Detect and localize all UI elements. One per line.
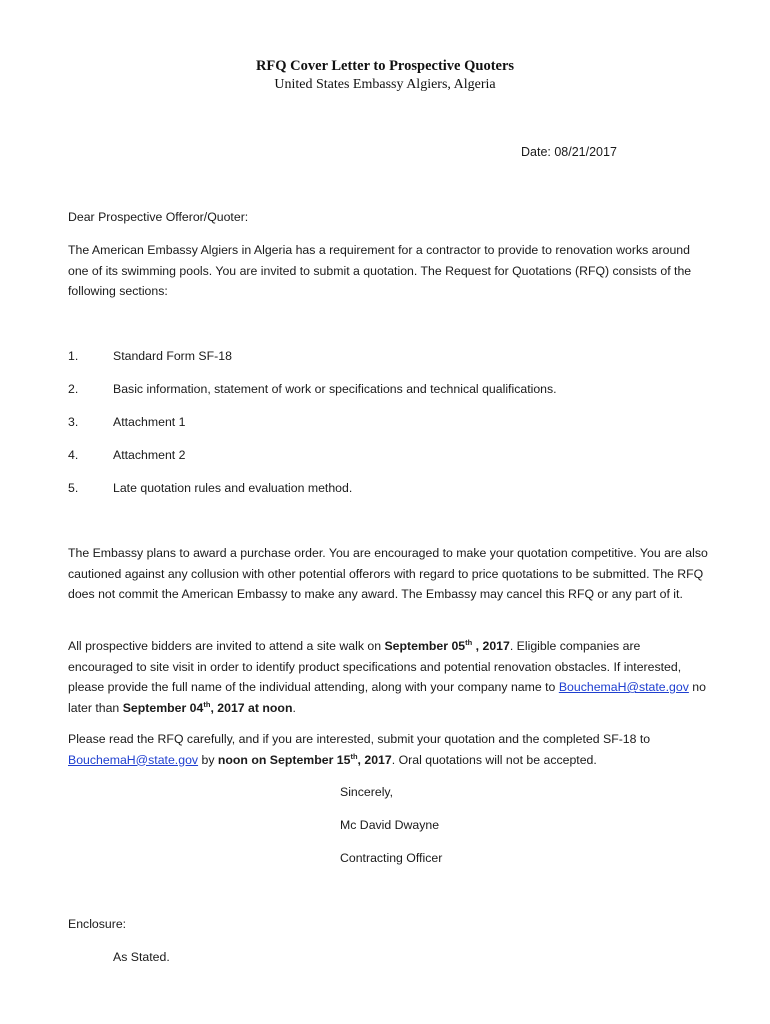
email-link[interactable]: BouchemaH@state.gov: [68, 752, 199, 767]
list-item: [68, 382, 557, 396]
list-label: Late quotation rules and evaluation method.: [113, 481, 353, 495]
list-label: Basic information, statement of work or specifications and technical qualifications.: [113, 382, 557, 396]
closing: Sincerely,: [340, 785, 394, 799]
list-number: 3.: [68, 415, 79, 429]
submission-paragraph: Please read the RFQ carefully, and if you are interested, submit your quotation and the completed SF-18 to BouchemaH@state.gov by noon on September 15th, 2017. Oral quotations will not be accepted.: [68, 732, 651, 767]
signer-name: Mc David Dwayne: [340, 818, 440, 832]
site-walk-date: September 05th , 2017: [384, 637, 510, 653]
list-label: Standard Form SF-18: [113, 349, 232, 363]
salutation: Dear Prospective Offeror/Quoter:: [68, 210, 249, 224]
site-walk-paragraph: All prospective bidders are invited to attend a site walk on September 05th , 2017. Eligible companies are encouraged to site visit in order to identify product specifications and potential renovation obstacles. If interested, please provide the full name of the individual attending, along with your company name to BouchemaH@state.gov no later than September 04th, 2017 at noon.: [68, 637, 706, 715]
list-number: 4.: [68, 448, 79, 462]
email-link[interactable]: BouchemaH@state.gov: [558, 680, 689, 694]
signer-role: Contracting Officer: [340, 851, 443, 865]
award-paragraph: The Embassy plans to award a purchase order. You are encouraged to make your quotation competitive. You are also cautioned against any collusion with other potential offerors with regard to price quotations to be submitted. The RFQ does not commit the American Embassy to make any award. The Embassy may cancel this RFQ or any part of it.: [68, 546, 708, 601]
list-label: Attachment 1: [113, 415, 186, 429]
list-item: [68, 415, 185, 429]
enclosure-value: As Stated.: [113, 950, 170, 964]
submission-deadline: noon on September 15th, 2017: [217, 751, 392, 767]
letter-date: Date: 08/21/2017: [521, 145, 617, 159]
site-walk-deadline: September 04th, 2017 at noon: [122, 699, 293, 715]
list-number: 5.: [68, 481, 79, 495]
letter-subtitle: United States Embassy Algiers, Algeria: [274, 77, 496, 92]
list-number: 1.: [68, 349, 79, 363]
list-number: 2.: [68, 382, 79, 396]
list-item: [68, 448, 185, 462]
list-item: [68, 349, 232, 363]
enclosure-label: Enclosure:: [68, 917, 127, 931]
letter-title: RFQ Cover Letter to Prospective Quoters: [255, 58, 515, 74]
list-item: [68, 481, 352, 495]
intro-paragraph: The American Embassy Algiers in Algeria has a requirement for a contractor to provide to renovation works around one of its swimming pools. You are invited to submit a quotation. The Request for Quotations (RFQ) consists of the following sections:: [68, 243, 692, 298]
list-label: Attachment 2: [113, 448, 186, 462]
